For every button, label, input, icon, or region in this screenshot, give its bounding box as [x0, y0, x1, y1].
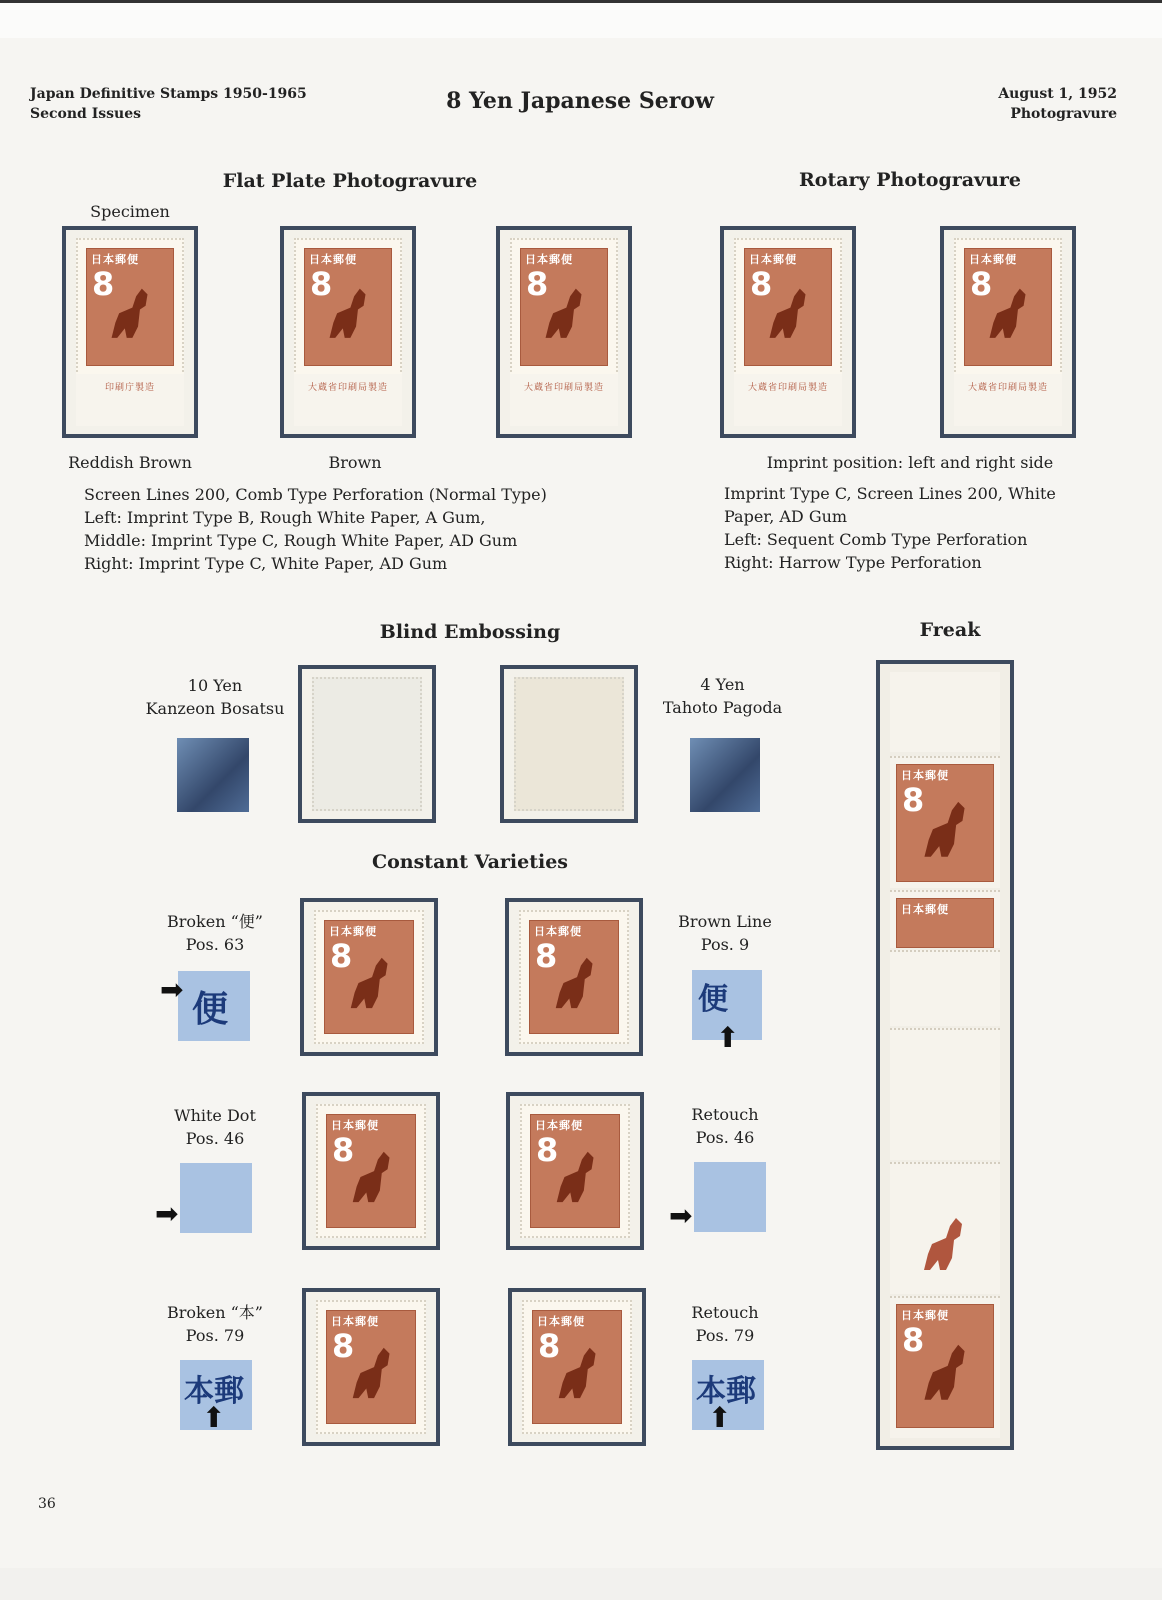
- variety-label-white-dot: White Dot Pos. 46: [174, 1106, 256, 1148]
- embossing-detail-right: [690, 738, 760, 812]
- serow-icon: [345, 1336, 403, 1410]
- flat-notes: [84, 483, 624, 575]
- serow-icon: [104, 275, 161, 352]
- stamp-white-paper: [496, 226, 632, 438]
- stamp-design: 日本郵便 8: [304, 248, 392, 366]
- stamp-design: 日本郵便 8: [744, 248, 832, 366]
- variety-stamp-pos79-retouch: [508, 1288, 646, 1446]
- label-imprint-position: Imprint position: left and right side: [766, 453, 1054, 472]
- serow-icon: [548, 946, 606, 1020]
- page-number: 36: [38, 1496, 56, 1512]
- variety-label-brown-line: Brown Line Pos. 9: [678, 912, 772, 954]
- serow-icon: [538, 275, 595, 352]
- rotary-notes: [724, 482, 1124, 574]
- stamp-design: 日本郵便 8: [529, 920, 619, 1034]
- freak-partial-stamp: 日本郵便: [890, 890, 1000, 948]
- variety-label-retouch-46: Retouch Pos. 46: [691, 1105, 759, 1147]
- serow-icon: [322, 275, 379, 352]
- stamp-rotary-right: [940, 226, 1076, 438]
- serow-icon: [551, 1336, 609, 1410]
- arrow-right-icon: ➡: [155, 1197, 179, 1230]
- serow-icon: [916, 1332, 979, 1413]
- freak-blank: [890, 950, 1000, 1026]
- variety-label-broken-hon: Broken “本” Pos. 79: [167, 1303, 263, 1345]
- stamp: [510, 238, 618, 376]
- header-issue: Second Issues: [30, 106, 142, 122]
- serow-icon: [916, 1214, 976, 1274]
- embossed-stamp: [514, 677, 624, 811]
- stamp-design: 日本郵便 8: [324, 920, 414, 1034]
- serow-icon: [345, 1140, 403, 1214]
- variety-stamp-pos9: [505, 898, 643, 1056]
- serow-icon: [343, 946, 401, 1020]
- flat-note: Left: Imprint Type B, Rough White Paper, A Gum,: [84, 508, 486, 527]
- zoom-broken-ben: 便: [178, 971, 250, 1041]
- stamp-design: 日本郵便 8: [86, 248, 174, 366]
- rotary-note: Left: Sequent Comb Type Perforation: [724, 530, 1028, 549]
- selvage: 印刷庁製造: [76, 374, 184, 426]
- flat-note: Right: Imprint Type C, White Paper, AD Gum: [84, 554, 448, 573]
- freak-heading: Freak: [919, 619, 981, 641]
- freak-blank: [890, 1028, 1000, 1160]
- freak-ghost-print: [890, 1162, 1000, 1294]
- freak-stamp: 日本郵便 8: [890, 756, 1000, 888]
- stamp: [954, 238, 1062, 376]
- stamp: [316, 1104, 426, 1238]
- header-right: [998, 84, 1117, 124]
- stamp-rotary-left: [720, 226, 856, 438]
- selvage: 大蔵省印刷局製造: [954, 374, 1062, 426]
- serow-icon: [982, 275, 1039, 352]
- stamp: [519, 910, 629, 1044]
- zoom-retouch-79: 本郵: [692, 1360, 764, 1430]
- stamp-design: 日本郵便 8: [326, 1114, 416, 1228]
- variety-stamp-pos79-broken: [302, 1288, 440, 1446]
- selvage: 大蔵省印刷局製造: [510, 374, 618, 426]
- stamp-brown: [280, 226, 416, 438]
- header-date: August 1, 1952: [998, 86, 1117, 102]
- rotary-heading: Rotary Photogravure: [799, 169, 1021, 191]
- blind-heading: Blind Embossing: [379, 621, 561, 643]
- selvage: 大蔵省印刷局製造: [294, 374, 402, 426]
- zoom-broken-hon: 本郵: [180, 1360, 252, 1430]
- arrow-right-icon: ➡: [669, 1199, 693, 1232]
- label-brown: Brown: [328, 453, 382, 472]
- serow-icon: [762, 275, 819, 352]
- freak-strip: [876, 660, 1014, 1450]
- stamp-design: 日本郵便 8: [532, 1310, 622, 1424]
- stamp-design: 日本郵便 8: [520, 248, 608, 366]
- blind-right-label: 4 Yen Tahoto Pagoda: [662, 675, 783, 717]
- flat-note: Screen Lines 200, Comb Type Perforation (Normal Type): [84, 485, 547, 504]
- variety-stamp-pos46-retouch: [506, 1092, 644, 1250]
- rotary-note: Imprint Type C, Screen Lines 200, White: [724, 484, 1056, 503]
- stamp: [520, 1104, 630, 1238]
- variety-stamp-pos63: [300, 898, 438, 1056]
- zoom-brown-line: 便: [692, 970, 762, 1040]
- freak-stamp: 日本郵便 8: [890, 1296, 1000, 1438]
- arrow-right-icon: ➡: [160, 973, 184, 1006]
- stamp: [314, 910, 424, 1044]
- stamp-specimen: [62, 226, 198, 438]
- arrow-up-icon: ⬆: [716, 1021, 740, 1054]
- blind-left-label: 10 Yen Kanzeon Bosatsu: [145, 676, 285, 718]
- freak-margin: [890, 672, 1000, 752]
- specimen-label: Specimen: [90, 202, 170, 221]
- stamp-design: 日本郵便 8: [964, 248, 1052, 366]
- stamp-design: 日本郵便 8: [530, 1114, 620, 1228]
- rotary-note: Right: Harrow Type Perforation: [724, 553, 982, 572]
- label-reddish-brown: Reddish Brown: [68, 453, 192, 472]
- arrow-up-icon: ⬆: [708, 1401, 732, 1434]
- page-title: 8 Yen Japanese Serow: [446, 88, 714, 114]
- selvage: 大蔵省印刷局製造: [734, 374, 842, 426]
- stamp: [76, 238, 184, 376]
- embossed-kanzeon: [298, 665, 436, 823]
- variety-label-broken-ben: Broken “便” Pos. 63: [167, 912, 263, 954]
- embossed-pagoda: [500, 665, 638, 823]
- header-left: [30, 84, 307, 124]
- stamp-design: 日本郵便 8: [326, 1310, 416, 1424]
- stamp: [522, 1300, 632, 1434]
- top-strip: [0, 0, 1162, 41]
- rotary-note: Paper, AD Gum: [724, 507, 848, 526]
- zoom-white-dot: [180, 1163, 252, 1233]
- serow-icon: [916, 791, 979, 868]
- flat-note: Middle: Imprint Type C, Rough White Paper, AD Gum: [84, 531, 518, 550]
- header-method: Photogravure: [1010, 106, 1117, 122]
- flat-heading: Flat Plate Photogravure: [222, 170, 478, 192]
- variety-stamp-pos46-dot: [302, 1092, 440, 1250]
- stamp: [316, 1300, 426, 1434]
- stamp: [734, 238, 842, 376]
- constant-heading: Constant Varieties: [371, 851, 568, 873]
- zoom-retouch-46: [694, 1162, 766, 1232]
- embossed-stamp: [312, 677, 422, 811]
- serow-icon: [549, 1140, 607, 1214]
- stamp: [294, 238, 402, 376]
- header-series: Japan Definitive Stamps 1950-1965: [30, 86, 307, 102]
- embossing-detail-left: [177, 738, 249, 812]
- variety-label-retouch-79: Retouch Pos. 79: [691, 1303, 759, 1345]
- arrow-up-icon: ⬆: [202, 1401, 226, 1434]
